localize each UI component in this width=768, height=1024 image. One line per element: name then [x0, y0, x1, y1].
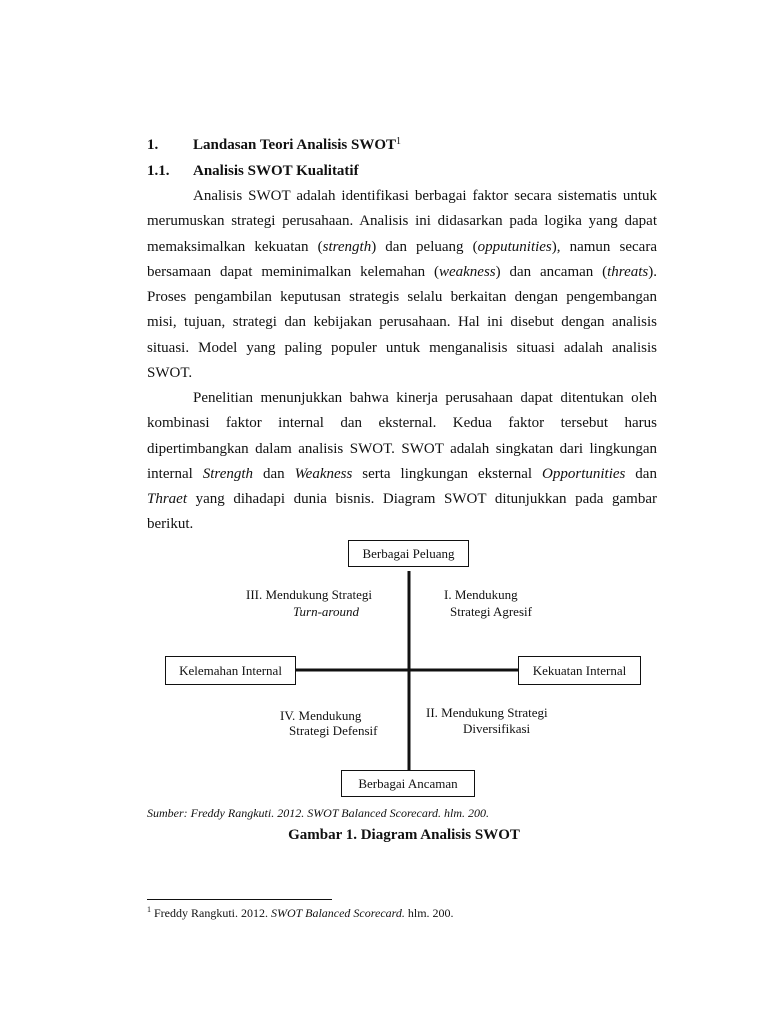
threats-box: Berbagai Ancaman: [341, 770, 475, 797]
footnote-divider: [147, 899, 332, 900]
paragraph-line: misi, tujuan, strategi dan kebijakan perusahaan. Hal ini disebut dengan analisis: [147, 314, 657, 331]
subsection-number: 1.1.: [147, 163, 170, 179]
footnote-page: hlm. 200.: [404, 906, 454, 920]
quadrant-ii-sublabel: Diversifikasi: [463, 721, 531, 736]
section-title: Landasan Teori Analisis SWOT: [193, 137, 396, 153]
paragraph-line: situasi. Model yang paling populer untuk menganalisis situasi adalah analisis: [147, 339, 657, 356]
paragraph-line: memaksimalkan kekuatan (strength) dan peluang (opputunities), namun secara: [147, 238, 657, 255]
subsection-title: Analisis SWOT Kualitatif: [193, 163, 359, 179]
quadrant-iii-label: III. Mendukung Strategi: [246, 587, 373, 602]
footnote-reference[interactable]: 1: [396, 136, 401, 147]
paragraph-line: bersamaan dapat meminimalkan kelemahan (weakness) dan ancaman (threats).: [147, 263, 657, 280]
opportunities-box: Berbagai Peluang: [348, 540, 469, 567]
paragraph-line: dipertimbangkan dalam analisis SWOT. SWOT adalah singkatan dari lingkungan: [147, 440, 657, 457]
paragraph-line: kombinasi faktor internal dan eksternal. Kedua faktor tersebut harus: [147, 415, 657, 432]
quadrant-iv-sublabel: Strategi Defensif: [289, 723, 378, 738]
quadrant-i-sublabel: Strategi Agresif: [450, 604, 532, 619]
footnote-title: SWOT Balanced Scorecard.: [271, 906, 405, 920]
footnote: [147, 906, 454, 921]
paragraph-line: Proses pengambilan keputusan strategis selalu berkaitan dengan pengembangan: [147, 289, 657, 306]
quadrant-iv-label: IV. Mendukung: [280, 708, 362, 723]
footnote-marker: 1: [147, 905, 151, 914]
strength-box: Kekuatan Internal: [518, 656, 641, 685]
paragraph-line: internal Strength dan Weakness serta lingkungan eksternal Opportunities dan: [147, 465, 657, 482]
section-number: 1.: [147, 137, 159, 153]
paragraph-line: berikut.: [147, 516, 194, 533]
paragraph-line: Analisis SWOT adalah identifikasi berbagai faktor secara sistematis untuk: [193, 188, 657, 204]
quadrant-ii-label: II. Mendukung Strategi: [426, 705, 548, 720]
figure-caption: Gambar 1. Diagram Analisis SWOT: [288, 827, 520, 843]
footnote-text: Freddy Rangkuti. 2012.: [151, 906, 271, 920]
paragraph-line: Penelitian menunjukkan bahwa kinerja perusahaan dapat ditentukan oleh: [193, 390, 657, 406]
paragraph-line: SWOT.: [147, 365, 193, 382]
weakness-box: Kelemahan Internal: [165, 656, 296, 685]
figure-source: Sumber: Freddy Rangkuti. 2012. SWOT Balanced Scorecard. hlm. 200.: [147, 806, 490, 820]
quadrant-i-label: I. Mendukung: [444, 587, 518, 602]
paragraph-line: merumuskan strategi perusahaan. Analisis ini didasarkan pada logika yang dapat: [147, 213, 657, 230]
paragraph-line: Thraet yang dihadapi dunia bisnis. Diagram SWOT ditunjukkan pada gambar: [147, 491, 657, 508]
quadrant-iii-sublabel: Turn-around: [293, 604, 359, 619]
